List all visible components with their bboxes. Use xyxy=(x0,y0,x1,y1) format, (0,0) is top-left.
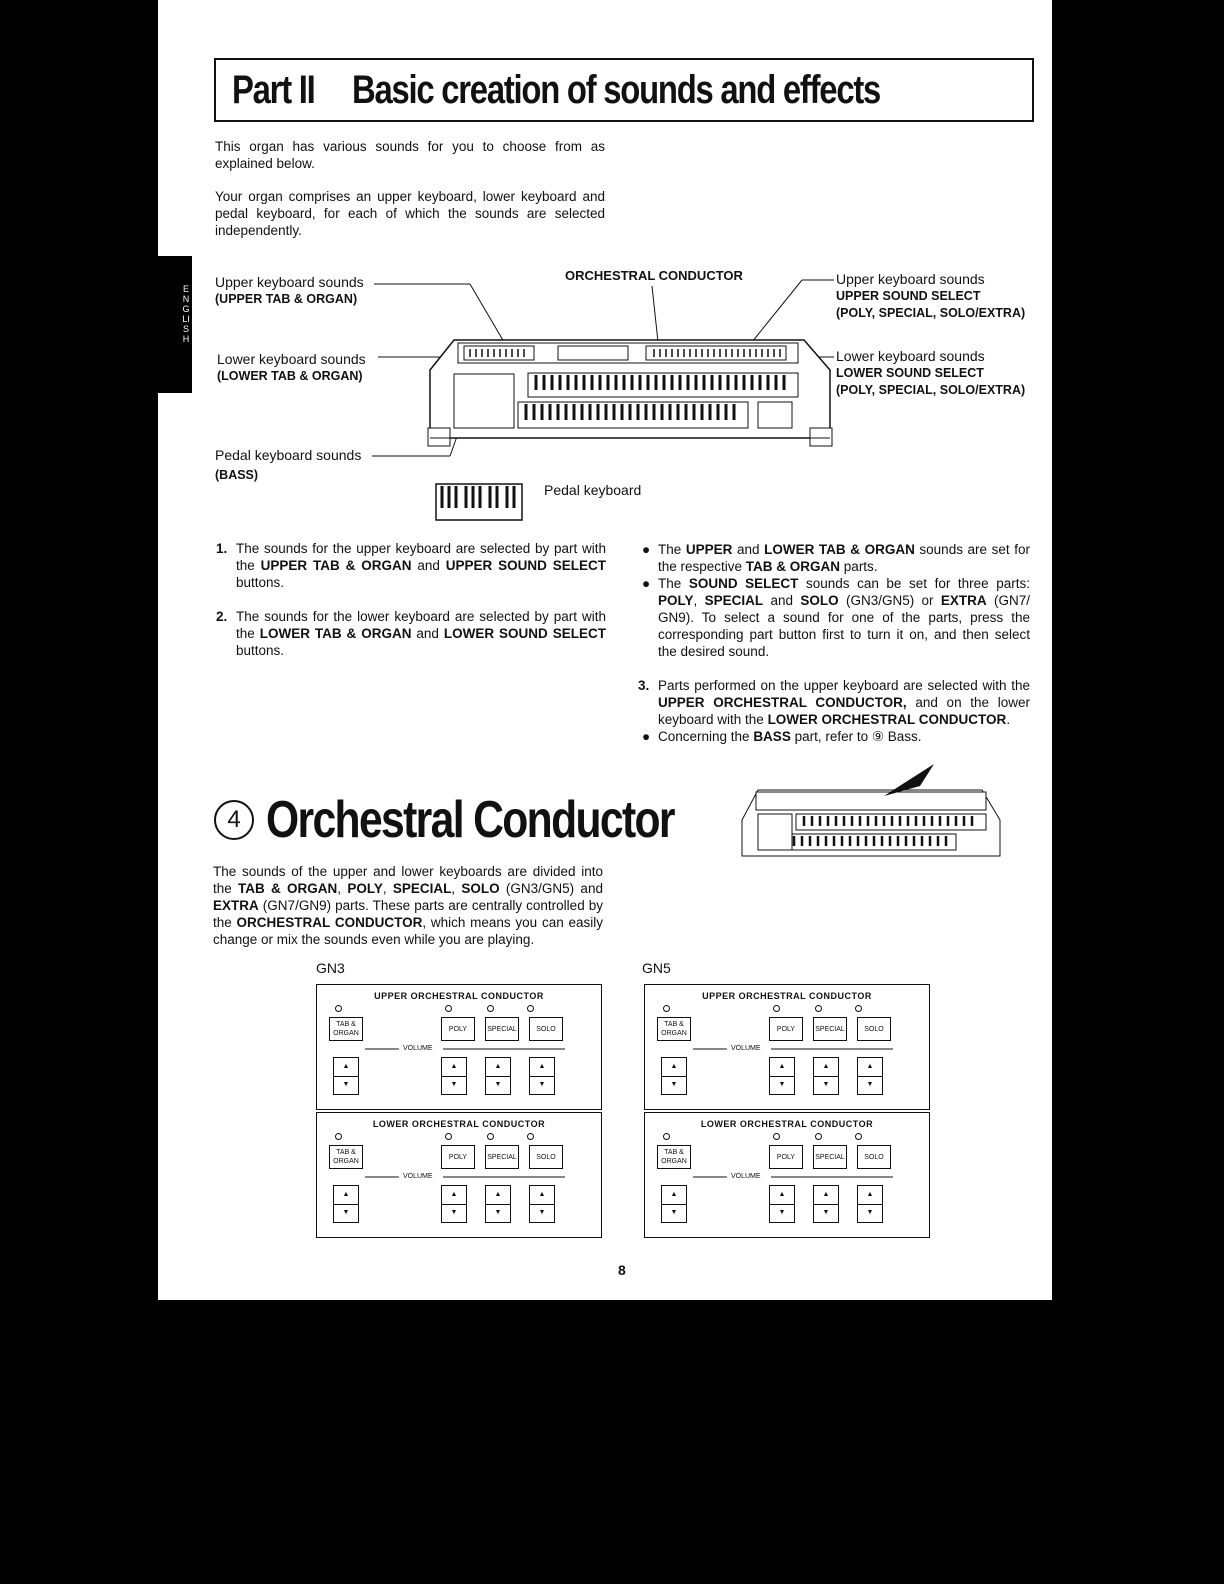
bold-run: LOWER TAB & ORGAN xyxy=(259,626,412,641)
bold-run: LOWER SOUND SELECT xyxy=(443,626,606,641)
volume-updown xyxy=(857,1185,883,1223)
indicator-led xyxy=(445,1005,452,1012)
text-run: The sounds for the upper keyboard are selected by part with the xyxy=(236,541,606,573)
solo-button[interactable]: SOLO xyxy=(529,1017,563,1041)
bold-run: UPPER SOUND SELECT xyxy=(445,558,606,573)
lower-right-sub1: LOWER SOUND SELECT xyxy=(836,366,984,380)
bold-run: EXTRA xyxy=(213,898,259,913)
indicator-led xyxy=(855,1133,862,1140)
special-button[interactable]: SPECIAL xyxy=(813,1017,847,1041)
part-heading: Basic creation of sounds and effects xyxy=(352,68,881,112)
section-heading xyxy=(214,790,763,850)
volume-up-button[interactable]: ▲ xyxy=(770,1186,794,1205)
text-run: buttons. xyxy=(236,643,285,658)
volume-updown xyxy=(333,1057,359,1095)
bold-run: POLY xyxy=(347,881,383,896)
upper-left-sub: (UPPER TAB & ORGAN) xyxy=(215,292,358,306)
manual-page xyxy=(158,0,1052,1300)
text-run: sounds are set for the respective xyxy=(658,542,1030,574)
volume-rule xyxy=(645,1175,929,1179)
panel-title: LOWER ORCHESTRAL CONDUCTOR xyxy=(700,1119,874,1129)
volume-down-button[interactable]: ▼ xyxy=(494,1209,502,1216)
bold-run: SOUND SELECT xyxy=(688,576,799,591)
bold-run: TAB & ORGAN xyxy=(238,881,338,896)
volume-updown xyxy=(769,1185,795,1223)
text-run: and xyxy=(732,542,765,557)
volume-down-button[interactable]: ▼ xyxy=(866,1081,874,1088)
special-button[interactable]: SPECIAL xyxy=(485,1145,519,1169)
volume-up-button[interactable]: ▲ xyxy=(442,1058,466,1077)
volume-label: VOLUME xyxy=(403,1045,433,1052)
text-run: sounds can be set for three parts: xyxy=(798,576,1031,591)
volume-up-button[interactable]: ▲ xyxy=(442,1186,466,1205)
indicator-led xyxy=(335,1005,342,1012)
volume-updown xyxy=(485,1057,511,1095)
volume-updown xyxy=(333,1185,359,1223)
text-run: part, refer to xyxy=(790,729,872,744)
part-label: Part II xyxy=(232,68,315,112)
list-num-3: 3. xyxy=(638,678,650,693)
volume-down-button[interactable]: ▼ xyxy=(778,1209,786,1216)
volume-updown xyxy=(661,1057,687,1095)
bold-run: UPPER TAB & ORGAN xyxy=(260,558,412,573)
text-run: (GN7/GN9) parts. These parts are centrally controlled by the xyxy=(213,898,603,930)
volume-down-button[interactable]: ▼ xyxy=(778,1081,786,1088)
volume-down-button[interactable]: ▼ xyxy=(670,1081,678,1088)
special-button[interactable]: SPECIAL xyxy=(485,1017,519,1041)
solo-button[interactable]: SOLO xyxy=(857,1017,891,1041)
bold-run: SOLO xyxy=(461,881,500,896)
panel-title: UPPER ORCHESTRAL CONDUCTOR xyxy=(374,991,544,1001)
volume-updown xyxy=(529,1057,555,1095)
pedal-keyboard-label: Pedal keyboard xyxy=(544,482,642,498)
text-run: , xyxy=(693,593,705,608)
bullet-2 xyxy=(642,575,1031,660)
bold-run: ORCHESTRAL CONDUCTOR xyxy=(236,915,423,930)
bullet-dot: ● xyxy=(642,542,651,557)
poly-button[interactable]: POLY xyxy=(769,1145,803,1169)
bold-run: LOWER ORCHESTRAL CONDUCTOR xyxy=(767,712,1007,727)
volume-updown xyxy=(813,1057,839,1095)
panel-title: LOWER ORCHESTRAL CONDUCTOR xyxy=(372,1119,546,1129)
language-label: ENGLISH xyxy=(182,284,190,344)
indicator-led xyxy=(487,1133,494,1140)
indicator-led xyxy=(815,1133,822,1140)
volume-updown xyxy=(857,1057,883,1095)
bold-run: TAB & ORGAN xyxy=(745,559,841,574)
indicator-led xyxy=(487,1005,494,1012)
indicator-led xyxy=(815,1005,822,1012)
lower-left-sub: (LOWER TAB & ORGAN) xyxy=(217,369,363,383)
volume-updown xyxy=(441,1185,467,1223)
panel-title: UPPER ORCHESTRAL CONDUCTOR xyxy=(702,991,872,1001)
text-run: and xyxy=(411,626,444,641)
gn5-lower-panel xyxy=(644,1112,930,1238)
bold-run: LOWER TAB & ORGAN xyxy=(764,542,915,557)
list-num-1: 1. xyxy=(216,541,228,556)
volume-down-button[interactable]: ▼ xyxy=(822,1081,830,1088)
bullet-1 xyxy=(642,541,1030,575)
text-run: The xyxy=(658,576,689,591)
solo-button[interactable]: SOLO xyxy=(529,1145,563,1169)
bold-run: SPECIAL xyxy=(704,593,764,608)
intro-para-1: This organ has various sounds for you to choose from as explained below. xyxy=(215,139,605,171)
indicator-led xyxy=(527,1133,534,1140)
volume-rule xyxy=(317,1175,601,1179)
bold-run: BASS xyxy=(753,729,791,744)
volume-label: VOLUME xyxy=(403,1173,433,1180)
gn3-upper-panel xyxy=(316,984,602,1110)
text-run: (GN7/ GN9). To select a sound for one of the parts, press the corresponding part button first to turn it on, and then select the desired sound. xyxy=(658,593,1030,659)
tab-organ-button[interactable]: TAB & ORGAN xyxy=(329,1145,363,1169)
text-run: , xyxy=(337,881,348,896)
text-run: , which means you can easily change or mix the sounds even while you are playing. xyxy=(213,915,603,947)
bold-run: UPPER ORCHESTRAL CONDUCTOR, xyxy=(658,695,907,710)
volume-up-button[interactable]: ▲ xyxy=(814,1058,838,1077)
volume-up-button[interactable]: ▲ xyxy=(858,1058,882,1077)
lower-right-label: Lower keyboard sounds xyxy=(836,348,985,364)
indicator-led xyxy=(773,1005,780,1012)
pedal-left-sub: (BASS) xyxy=(215,468,259,482)
indicator-led xyxy=(445,1133,452,1140)
gn3-lower-panel xyxy=(316,1112,602,1238)
bold-run: POLY xyxy=(658,593,694,608)
volume-up-button[interactable]: ▲ xyxy=(486,1186,510,1205)
upper-left-label: Upper keyboard sounds xyxy=(215,274,364,290)
poly-button[interactable]: POLY xyxy=(441,1017,475,1041)
tab-organ-button[interactable]: TAB & ORGAN xyxy=(329,1017,363,1041)
volume-up-button[interactable]: ▲ xyxy=(662,1186,686,1205)
text-run: (GN3/GN5) and xyxy=(499,881,603,896)
bold-run: SOLO xyxy=(800,593,839,608)
indicator-led xyxy=(663,1005,670,1012)
text-run: and xyxy=(763,593,801,608)
circled-nine: ⑨ xyxy=(871,729,884,744)
bold-run: SPECIAL xyxy=(392,881,452,896)
text-run: parts. xyxy=(840,559,878,574)
text-run: The sounds for the lower keyboard are selected by part with the xyxy=(236,609,606,641)
text-run: (GN3/GN5) or xyxy=(838,593,941,608)
section-title: Orchestral Conductor xyxy=(266,791,674,849)
lower-left-label: Lower keyboard sounds xyxy=(217,351,366,367)
volume-down-button[interactable]: ▼ xyxy=(342,1209,350,1216)
text-run: Concerning the xyxy=(658,729,754,744)
bullet-3 xyxy=(642,728,1030,745)
section-paragraph xyxy=(213,863,603,948)
organ-drawing xyxy=(158,0,1052,540)
volume-up-button[interactable]: ▲ xyxy=(530,1186,554,1205)
gn5-upper-panel xyxy=(644,984,930,1110)
page-number: 8 xyxy=(618,1262,626,1278)
volume-up-button[interactable]: ▲ xyxy=(662,1058,686,1077)
text-run: Bass. xyxy=(883,729,922,744)
volume-label: VOLUME xyxy=(731,1173,761,1180)
volume-up-button[interactable]: ▲ xyxy=(770,1058,794,1077)
list-item-3 xyxy=(638,677,1030,728)
text-run: Parts performed on the upper keyboard are selected with the xyxy=(658,678,1030,693)
list-item-1 xyxy=(216,540,606,591)
volume-down-button[interactable]: ▼ xyxy=(538,1209,546,1216)
volume-up-button[interactable]: ▲ xyxy=(814,1186,838,1205)
orchestral-conductor-label: ORCHESTRAL CONDUCTOR xyxy=(565,268,743,283)
special-button[interactable]: SPECIAL xyxy=(813,1145,847,1169)
text-run: The xyxy=(658,542,686,557)
lower-right-sub2: (POLY, SPECIAL, SOLO/EXTRA) xyxy=(836,383,1026,397)
text-run: and xyxy=(411,558,446,573)
solo-button[interactable]: SOLO xyxy=(857,1145,891,1169)
tab-organ-button[interactable]: TAB & ORGAN xyxy=(657,1017,691,1041)
tab-organ-button[interactable]: TAB & ORGAN xyxy=(657,1145,691,1169)
organ-thumbnail xyxy=(736,760,1012,860)
bold-run: UPPER xyxy=(685,542,733,557)
volume-up-button[interactable]: ▲ xyxy=(334,1186,358,1205)
bullet-dot: ● xyxy=(642,576,651,591)
text-run: . xyxy=(1006,712,1011,727)
volume-down-button[interactable]: ▼ xyxy=(822,1209,830,1216)
volume-updown xyxy=(661,1185,687,1223)
indicator-led xyxy=(773,1133,780,1140)
list-item-2 xyxy=(216,608,606,659)
gn5-label: GN5 xyxy=(642,960,671,976)
volume-up-button[interactable]: ▲ xyxy=(486,1058,510,1077)
text-run: buttons. xyxy=(236,575,285,590)
indicator-led xyxy=(335,1133,342,1140)
upper-right-sub1: UPPER SOUND SELECT xyxy=(836,289,981,303)
volume-down-button[interactable]: ▼ xyxy=(670,1209,678,1216)
indicator-led xyxy=(855,1005,862,1012)
text-run: The sounds of the upper and lower keyboards are divided into the xyxy=(213,864,603,896)
volume-updown xyxy=(769,1057,795,1095)
text-run: , xyxy=(382,881,393,896)
upper-right-label: Upper keyboard sounds xyxy=(836,271,985,287)
volume-updown xyxy=(529,1185,555,1223)
bullet-dot: ● xyxy=(642,729,651,744)
text-run: , xyxy=(451,881,462,896)
volume-down-button[interactable]: ▼ xyxy=(450,1081,458,1088)
volume-updown xyxy=(441,1057,467,1095)
gn3-label: GN3 xyxy=(316,960,345,976)
volume-label: VOLUME xyxy=(731,1045,761,1052)
poly-button[interactable]: POLY xyxy=(769,1017,803,1041)
volume-rule xyxy=(317,1047,601,1051)
volume-rule xyxy=(645,1047,929,1051)
upper-right-sub2: (POLY, SPECIAL, SOLO/EXTRA) xyxy=(836,306,1026,320)
intro-para-2: Your organ comprises an upper keyboard, lower keyboard and pedal keyboard, for each of which the sounds are selected independently. xyxy=(215,189,605,238)
volume-up-button[interactable]: ▲ xyxy=(530,1058,554,1077)
indicator-led xyxy=(663,1133,670,1140)
pedal-left-label: Pedal keyboard sounds xyxy=(215,447,362,463)
poly-button[interactable]: POLY xyxy=(441,1145,475,1169)
volume-up-button[interactable]: ▲ xyxy=(334,1058,358,1077)
volume-updown xyxy=(813,1185,839,1223)
list-num-2: 2. xyxy=(216,609,228,624)
volume-down-button[interactable]: ▼ xyxy=(866,1209,874,1216)
text-run: and on the lower keyboard with the xyxy=(658,695,1030,727)
section-number: 4 xyxy=(214,800,254,840)
volume-down-button[interactable]: ▼ xyxy=(538,1081,546,1088)
bold-run: EXTRA xyxy=(940,593,987,608)
indicator-led xyxy=(527,1005,534,1012)
volume-updown xyxy=(485,1185,511,1223)
volume-up-button[interactable]: ▲ xyxy=(858,1186,882,1205)
volume-down-button[interactable]: ▼ xyxy=(450,1209,458,1216)
volume-down-button[interactable]: ▼ xyxy=(342,1081,350,1088)
volume-down-button[interactable]: ▼ xyxy=(494,1081,502,1088)
